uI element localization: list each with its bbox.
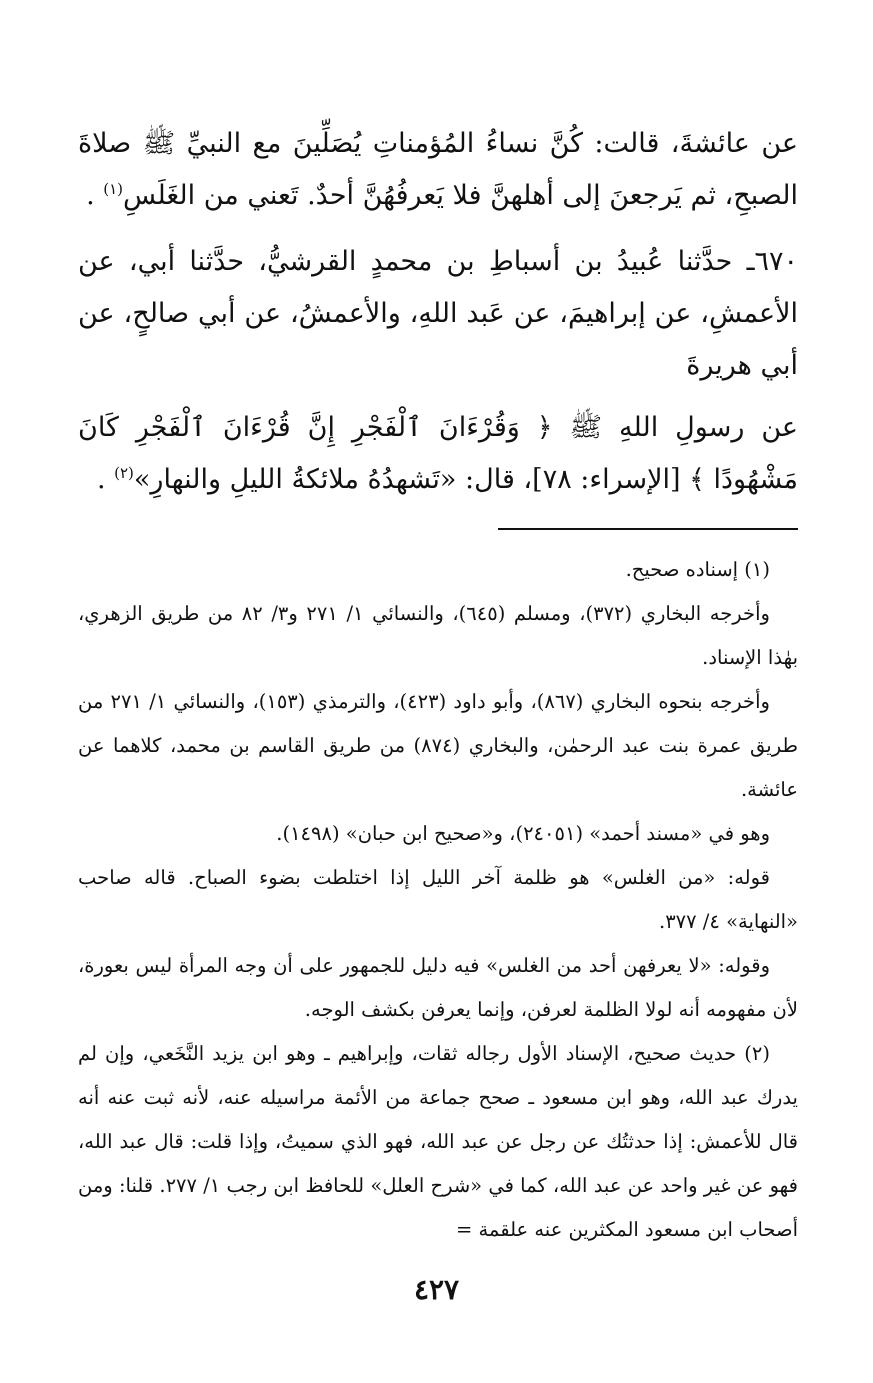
footnote-2: (٢) حديث صحيح، الإسناد الأول رجاله ثقات، وإبراهيم ـ وهو ابن يزيد النَّخَعي، وإن لم يدرك عبد الله، وهو ابن مسعود ـ صحح جماعة من الأئمة مراسيله عنه، لأنه ثبت عنه أنه قال للأعمش: إذا حدثتُك عن رجل عن عبد الله، فهو الذي سميتُ، وإذا قلت: قال عبد الله، فهو عن غير واحد عن عبد الله، كما في «شرح العلل» للحافظ ابن رجب ١/ ٢٧٧. قلنا: ومن أصحاب ابن مسعود المكثرين عنه علقمة = (78, 1042, 798, 1241)
footnote-1-commentary: وقوله: «لا يعرفهن أحد من الغلس» فيه دليل للجمهور على أن وجه المرأة ليس بعورة، لأن مفهومه أنه لولا الظلمة لعرفن، وإنما يعرفن بكشف الوجه. (78, 954, 798, 1021)
footnote-1-takhrij-a: وأخرجه البخاري (٣٧٢)، ومسلم (٦٤٥)، والنسائي ١/ ٢٧١ و٣/ ٨٢ من طريق الزهري، بهٰذا الإسناد. (78, 602, 798, 669)
footnote-1-ghalas-meaning: قوله: «من الغلس» هو ظلمة آخر الليل إذا اختلطت بضوء الصباح. قاله صاحب «النهاية» ٤/ ٣٧٧. (78, 866, 798, 933)
hadith-670-isnad: ٦٧٠ـ حدَّثنا عُبيدُ بن أسباطِ بن محمدٍ القرشيُّ، حدَّثنا أبي، عن الأعمشِ، عن إبراهيمَ، عن عَبد اللهِ، والأعمشُ، عن أبي صالحٍ، عن أبي هريرةَ (78, 246, 798, 381)
hadith-670-matn-end: . (96, 464, 106, 495)
footnote-1-grading: (١) إسناده صحيح. (625, 558, 770, 581)
footnote-divider (498, 528, 798, 530)
footnotes-section (78, 548, 798, 1252)
footnote-ref-2[interactable]: (٢) (114, 464, 134, 482)
hadith-670-matn (78, 402, 798, 506)
hadith-aisha-end: . (86, 180, 95, 211)
footnote-ref-1[interactable]: (١) (103, 180, 124, 198)
hadith-aisha-text (78, 118, 798, 222)
page-body (78, 118, 798, 1252)
footnote-1-musnad: وهو في «مسند أحمد» (٢٤٠٥١)، و«صحيح ابن حبان» (١٤٩٨). (276, 822, 770, 845)
footnote-1-takhrij-b: وأخرجه بنحوه البخاري (٨٦٧)، وأبو داود (٤٢٣)، والترمذي (١٥٣)، والنسائي ١/ ٢٧١ من طريق عمرة بنت عبد الرحمٰن، والبخاري (٨٧٤) من طريق القاسم بن محمد، كلاهما عن عائشة. (78, 690, 798, 801)
hadith-aisha-body: عن عائشةَ، قالت: كُنَّ نساءُ المُؤمناتِ يُصَلِّينَ مع النبيِّ ﷺ صلاةَ الصبحِ، ثم يَرجعنَ إلى أهلهنَّ فلا يَعرفُهُنَّ أحدٌ. تَعني من الغَلَسِ (78, 128, 798, 211)
hadith-670-matn-body: عن رسولِ اللهِ ﷺ ﴿ وَقُرْءَانَ ٱلْفَجْرِ إِنَّ قُرْءَانَ ٱلْفَجْرِ كَانَ مَشْهُودًا ﴾ [الإسراء: ٧٨]، قال: «تَشهدُهُ ملائكةُ الليلِ والنهارِ» (78, 412, 798, 495)
page-number: ٤٢٧ (413, 1273, 460, 1306)
